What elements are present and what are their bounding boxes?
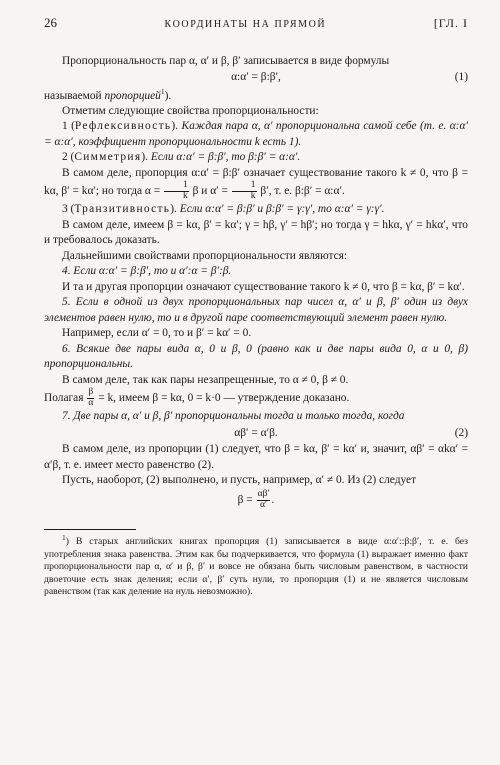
formula-2-text: αβ′ = α′β. — [234, 426, 278, 439]
footnote-mark: 1 — [62, 532, 66, 542]
paragraph-transitivity-proof: В самом деле, имеем β = kα, β′ = kα′; γ = hβ, γ′ = hβ′; но тогда γ = hkα, γ′ = hkα′, что и требовалось доказать. — [44, 218, 468, 247]
property-3-text: Если α:α′ = β:β′ и β:β′ = γ:γ′, то α:α′ = γ:γ′. — [179, 203, 385, 216]
formula-2-number: (2) — [454, 426, 468, 439]
formula-2 — [44, 426, 468, 442]
property-6: 6. Всякие две пары вида α, 0 и β, 0 (равно как и две пары вида 0, α и 0, β) пропорциональны. — [44, 342, 468, 371]
paragraph-property-4-proof: И та и другая пропорции означают существование такого k ≠ 0, что β = kα, β′ = kα′. — [62, 280, 465, 293]
formula-1-number: (1) — [454, 71, 468, 84]
paragraph-proportion-term: называемой пропорцией$^1$). — [44, 86, 172, 102]
paragraph-symmetry-proof: В самом деле, пропорция α:α′ = β:β′ означает существование такого k ≠ 0, что β = kα, β′ = kα′; но тогда α = $\frac{1}{k}$ β и α′ = $\frac{1}{k}$ β′, т. е. β:β′ = α:α′. — [44, 166, 468, 202]
property-5: 5. Если в одной из двух пропорциональных пар чисел α, α′ и β, β′ один из двух элементов равен нулю, то и в другой паре соответствующий элемент равен нулю. — [44, 296, 468, 324]
footnote-divider — [44, 529, 136, 530]
property-2-name: Симметрия — [74, 151, 142, 164]
page-header — [44, 14, 468, 32]
formula-1 — [44, 70, 468, 86]
property-1-text: Каждая пара α, α′ пропорциональна самой себе (т. е. α:α′ = α:α′, коэффициент пропорциональности k есть 1). — [44, 120, 468, 148]
paragraph-further-properties: Дальнейшими свойствами пропорциональности являются: — [62, 249, 348, 262]
paragraph-property-7-proof: В самом деле, из пропорции (1) следует, что β = kα, β′ = kα′ и, значит, αβ′ = αkα′ = α′β, т. е. имеет место равенство (2). — [44, 443, 468, 471]
term-proportion: пропорцией — [104, 89, 161, 102]
footnote-text: ) В старых английских книгах пропорция (1) записывается в виде α:α′::β:β′, т. е. без употребления знака равенства. Этим как бы подчеркивается, что формула (1) выражает именно факт пропорциональности пар α, α′ и β, β′ и вовсе не обязана быть числовым равенством, в частности двоеточие есть знак деления; если α′, β′ суть нули, то пропорция (1) и не является числовым равенством (так как деление на нуль невозможно). — [44, 536, 468, 598]
formula-1-text: α:α′ = β:β′, — [231, 71, 281, 84]
running-title: КООРДИНАТЫ НА ПРЯМОЙ — [164, 19, 327, 30]
property-3-name: Транзитивность — [74, 203, 171, 216]
paragraph-polagaya: Полагая $\frac{\beta}{\alpha}$ = k, имеем β = kα, 0 = k·0 — утверждение доказано. — [44, 387, 350, 409]
paragraph-property-5-example: Например, если α′ = 0, то и β′ = kα′ = 0. — [62, 327, 252, 340]
property-2: 2 (Симметрия). Если α:α′ = β:β′, то β:β′ = α:α′. — [62, 151, 301, 164]
property-7: 7. Две пары α, α′ и β, β′ пропорциональны тогда и только тогда, когда — [62, 410, 405, 423]
fraction-one-over-k: $\frac{1}{k}$ — [164, 181, 189, 202]
chapter-marker: [ГЛ. I — [433, 16, 468, 30]
paragraph-properties-intro: Отметим следующие свойства пропорциональности: — [62, 104, 319, 117]
paragraph-property-6-proof: В самом деле, так как пары незапрещенные, то α ≠ 0, β ≠ 0. — [62, 373, 349, 386]
property-2-text: Если α:α′ = β:β′, то β:β′ = α:α′. — [150, 151, 301, 164]
fraction-beta-over-alpha: $\frac{\beta}{\alpha}$ — [88, 387, 94, 409]
property-4: 4. Если α:α′ = β:β′, то и α′:α = β′:β. — [62, 265, 232, 278]
paragraph-converse: Пусть, наоборот, (2) выполнено, и пусть, например, α′ ≠ 0. Из (2) следует — [62, 474, 417, 487]
paragraph-intro: Пропорциональность пар α, α′ и β, β′ записывается в виде формулы — [62, 54, 390, 67]
formula-3: β = $\frac{\alpha\beta'}{\alpha'}$ . — [237, 488, 275, 510]
fraction-one-over-k-2: $\frac{1}{k}$ — [232, 181, 257, 202]
fraction-alpha-beta-prime: $\frac{\alpha\beta'}{\alpha'}$ — [257, 488, 270, 510]
property-1-name: Рефлексивность — [74, 120, 172, 133]
property-1: 1 (Рефлексивность). Каждая пара α, α′ пропорциональна самой себе (т. е. α:α′ = α:α′, коэффициент пропорциональности k есть 1). — [44, 120, 468, 148]
page-number: 26 — [44, 15, 57, 30]
footnote-ref: 1 — [160, 86, 165, 96]
property-3: 3 (Транзитивность). Если α:α′ = β:β′ и β:β′ = γ:γ′, то α:α′ = γ:γ′. — [62, 203, 385, 216]
footnote — [44, 533, 468, 599]
